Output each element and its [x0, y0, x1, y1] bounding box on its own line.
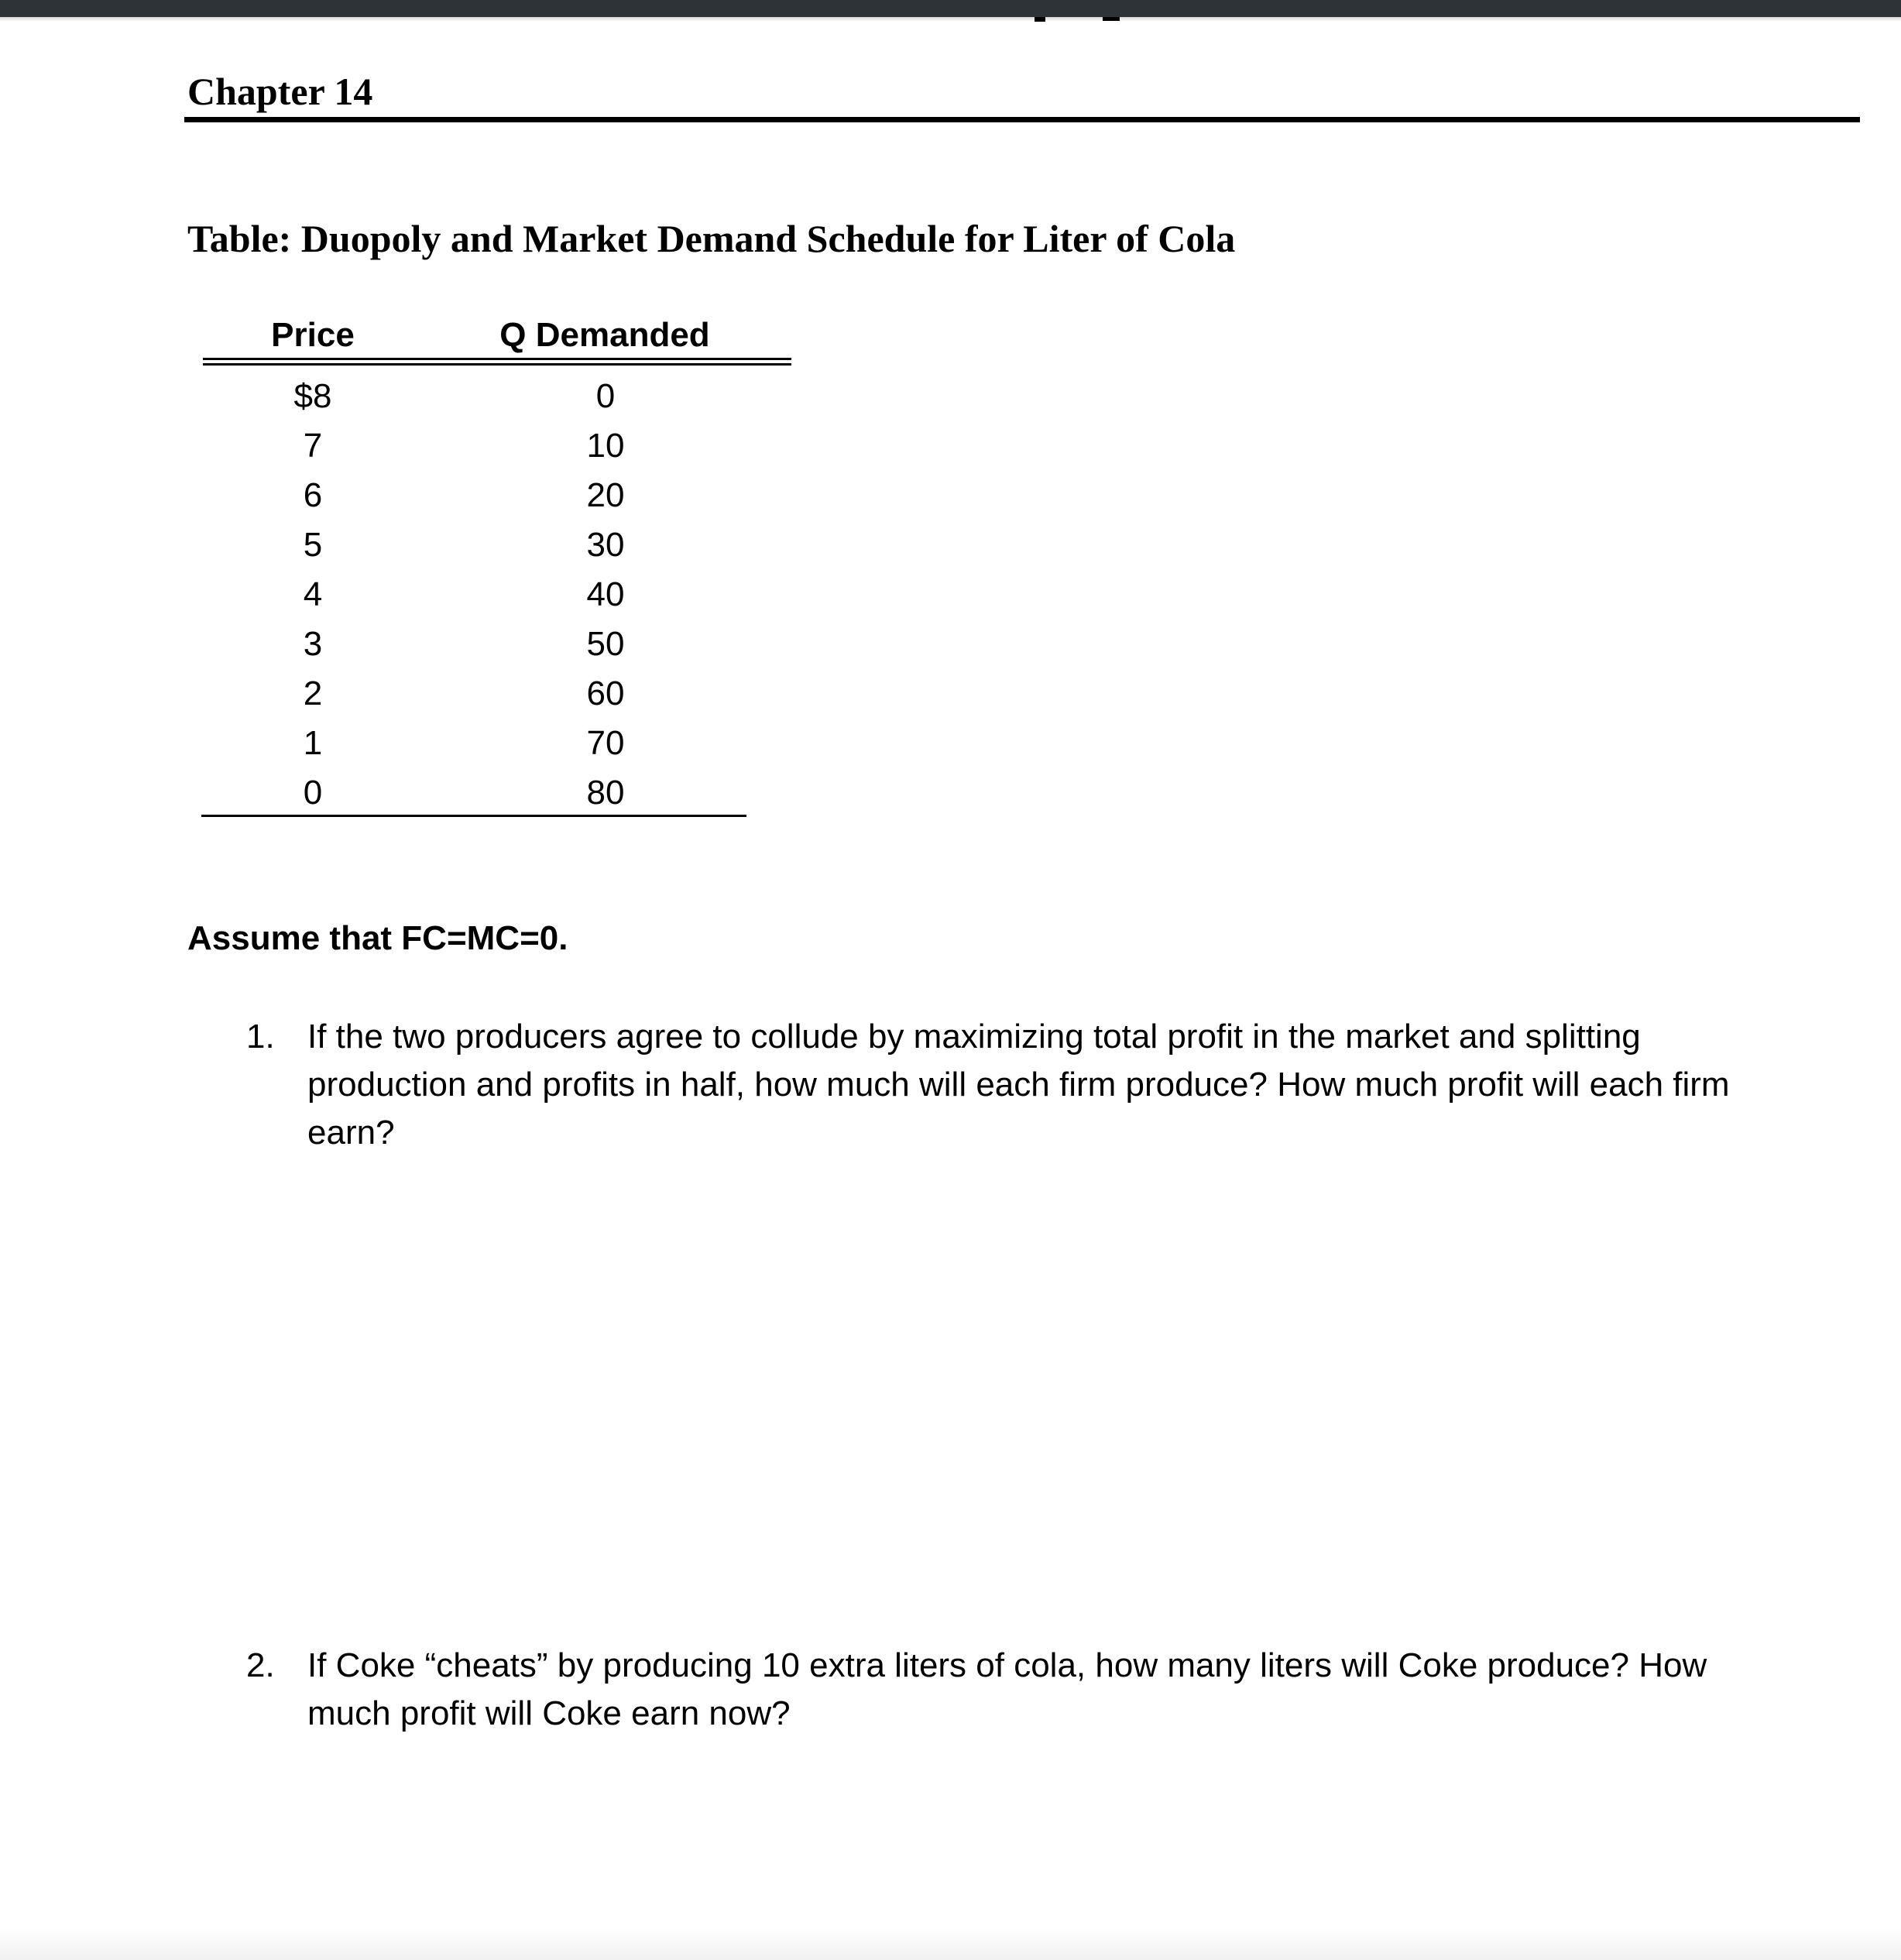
- header-double-rule-bottom: [203, 363, 791, 366]
- table-cell-price: 7: [303, 427, 323, 465]
- table-cell-quantity: 40: [586, 575, 625, 613]
- chapter-title: Chapter 14: [187, 70, 373, 113]
- table-cell-price: 4: [303, 575, 323, 613]
- question-text: If the two producers agree to collude by maximizing total profit in the market and splitting production and profits in half, how much will each firm produce? How much profit will each firm earn?: [307, 1018, 1730, 1152]
- question-number: 2.: [246, 1646, 275, 1684]
- assumption-text: Assume that FC=MC=0.: [187, 919, 568, 957]
- header-double-rule-top: [203, 358, 791, 360]
- table-cell-quantity: 50: [586, 625, 625, 663]
- table-cell-quantity: 10: [586, 427, 625, 465]
- question-text: If Coke “cheats” by producing 10 extra liters of cola, how many liters will Coke produce? How much profit will Coke earn now?: [307, 1646, 1707, 1732]
- table-cell-quantity: 20: [586, 476, 625, 514]
- chapter-divider: [184, 117, 1860, 122]
- page-bottom-shade: [0, 1928, 1901, 1960]
- table-cell-quantity: 60: [586, 675, 625, 712]
- table-cell-price: 2: [303, 675, 323, 712]
- clipped-header-glyph: [1035, 17, 1045, 22]
- table-cell-price: $8: [293, 377, 332, 415]
- table-bottom-rule: [201, 815, 746, 817]
- table-cell-price: 1: [303, 724, 323, 762]
- clipped-header-glyph: [1103, 17, 1120, 21]
- table-cell-price: 5: [303, 526, 323, 564]
- window-top-bar: [0, 0, 1901, 17]
- table-cell-quantity: 0: [595, 377, 616, 415]
- table-cell-quantity: 80: [586, 774, 625, 812]
- price-column-header: Price: [271, 316, 355, 354]
- quantity-column-header: Q Demanded: [499, 316, 710, 354]
- question-number: 1.: [246, 1018, 275, 1056]
- table-cell-price: 0: [303, 774, 323, 812]
- table-cell-price: 3: [303, 625, 323, 663]
- table-cell-quantity: 70: [586, 724, 625, 762]
- table-cell-price: 6: [303, 476, 323, 514]
- table-cell-quantity: 30: [586, 526, 625, 564]
- top-bar-shadow: [0, 17, 1901, 22]
- table-title: Table: Duopoly and Market Demand Schedule for Liter of Cola: [187, 217, 1236, 260]
